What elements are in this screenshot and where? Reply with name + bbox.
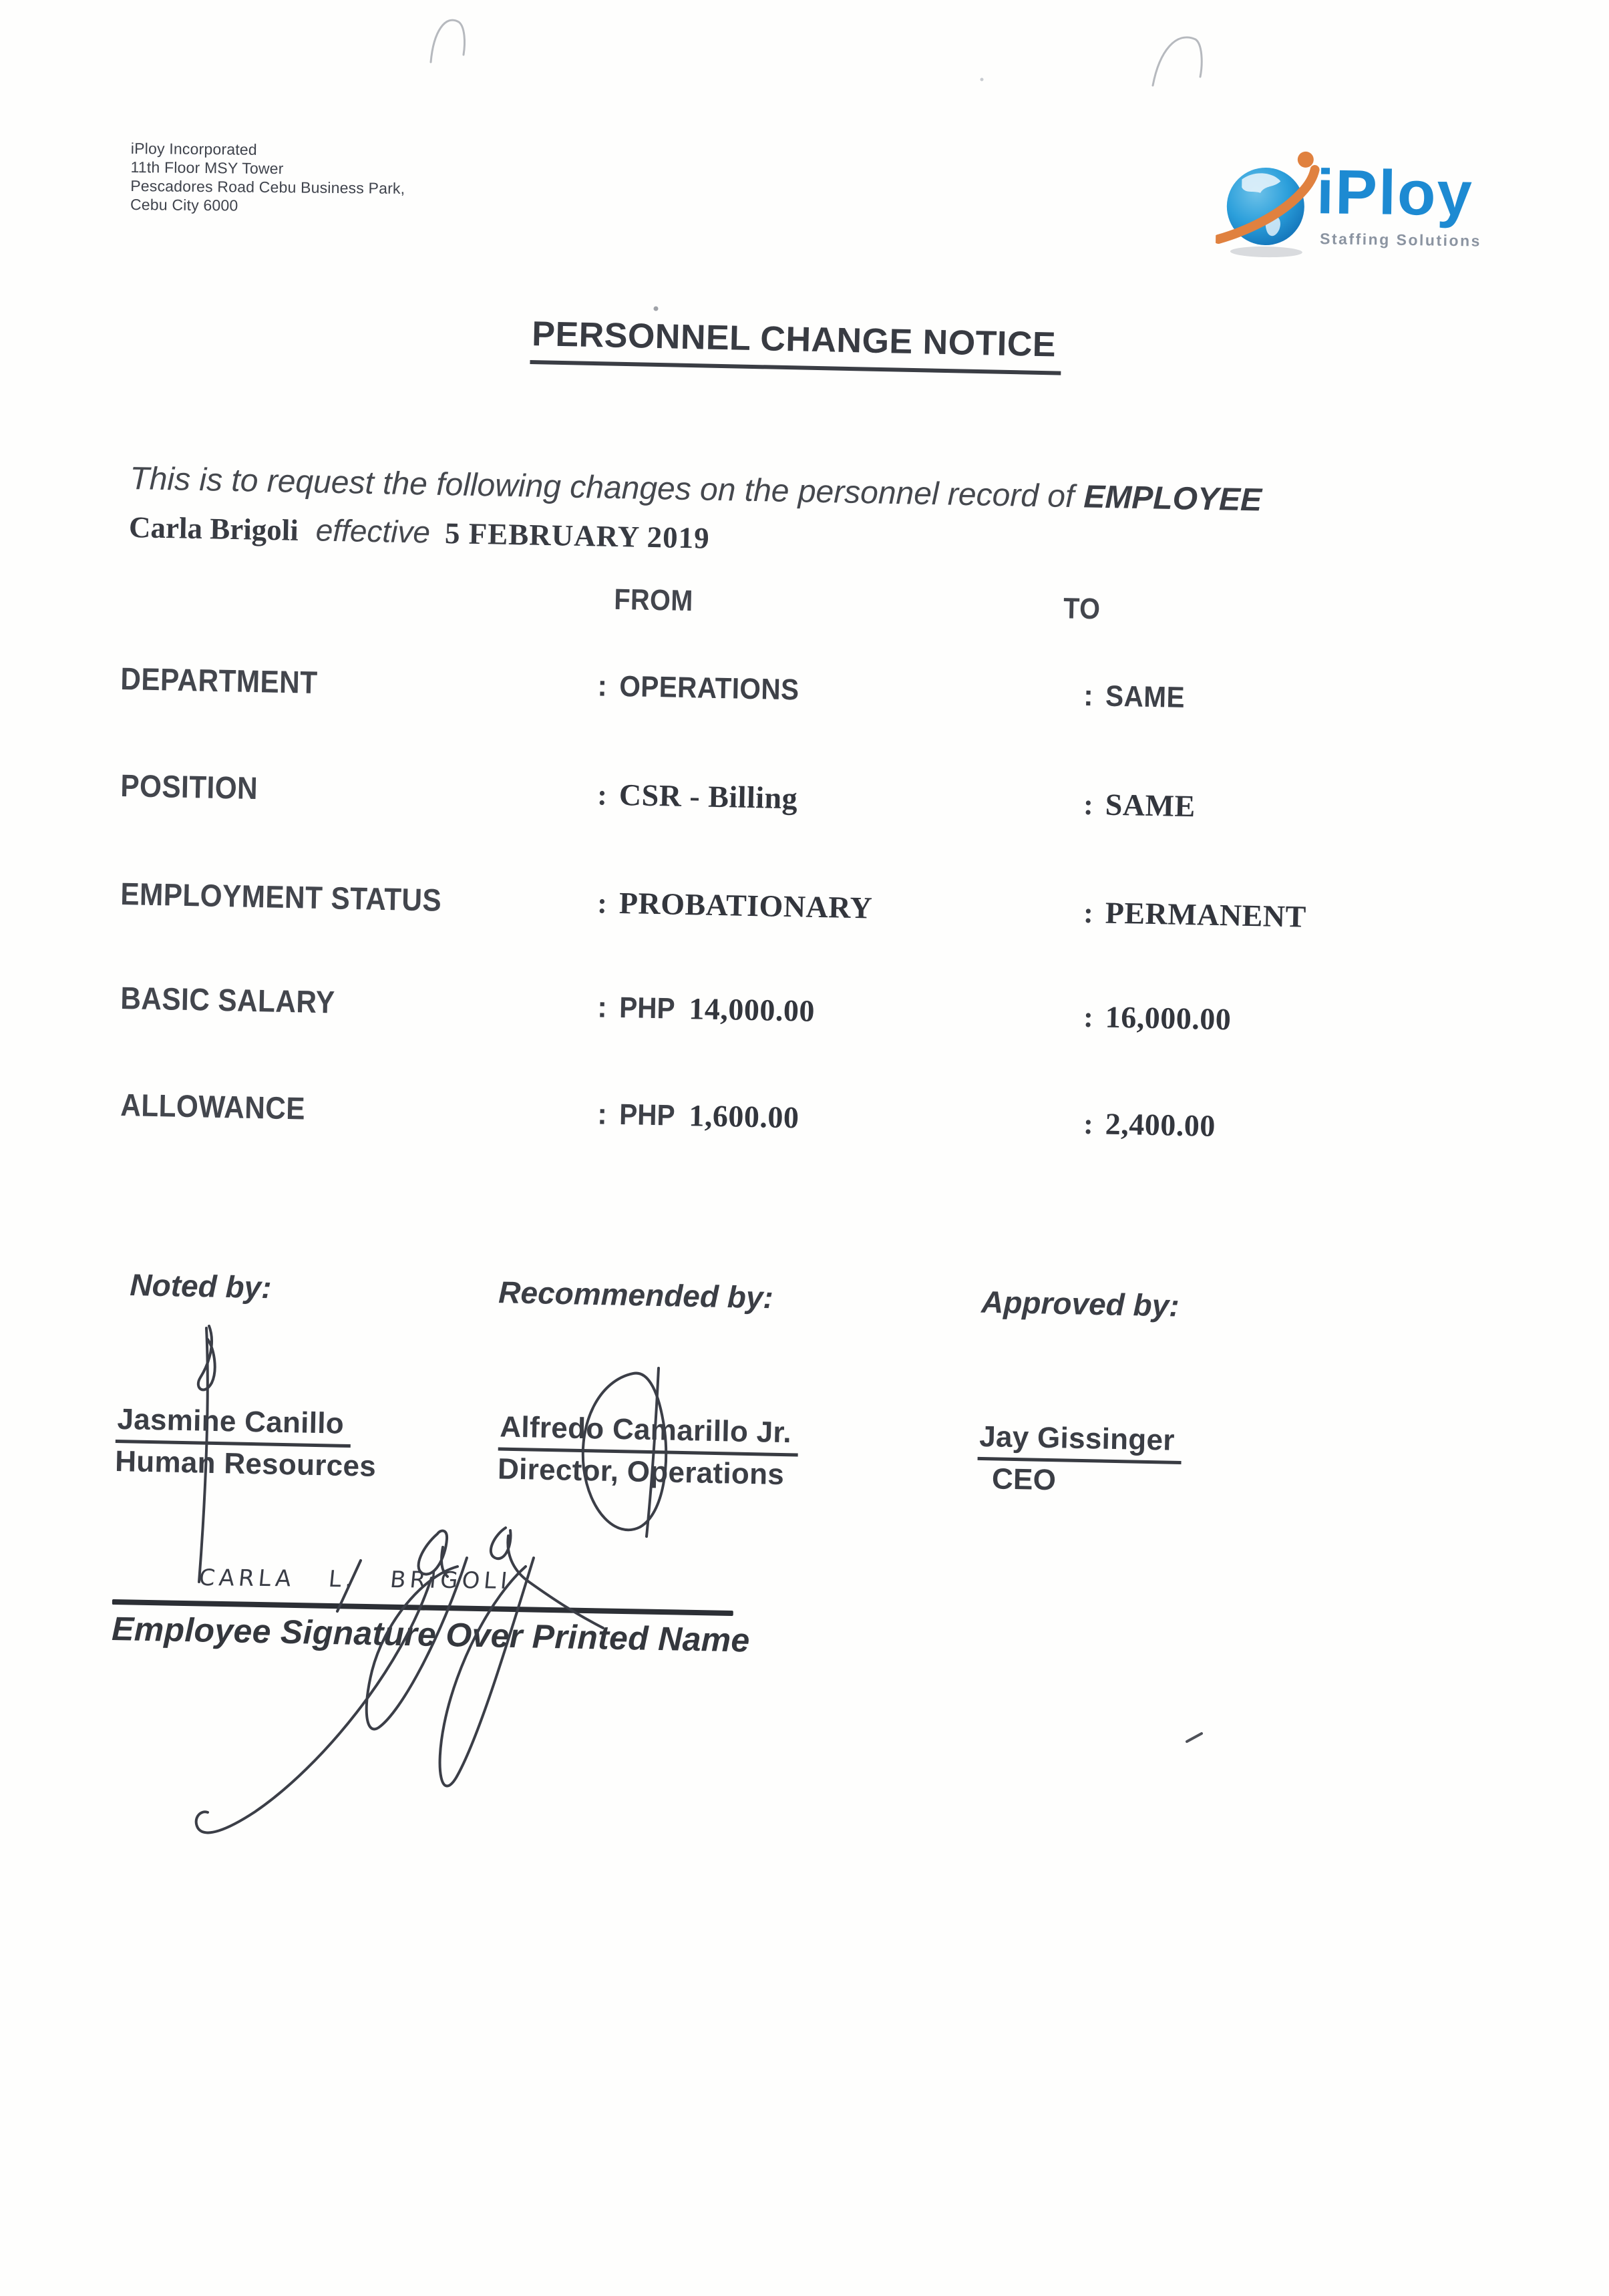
colon: : — [1083, 1000, 1094, 1034]
brand-tagline: Staffing Solutions — [1319, 230, 1482, 250]
colon: : — [1083, 896, 1094, 930]
address-line-city: Cebu City 6000 — [130, 195, 238, 214]
from-cell — [597, 884, 873, 925]
row-label: ALLOWANCE — [120, 1086, 306, 1126]
row-label: BASIC SALARY — [120, 979, 336, 1020]
intro-lead-text: This is to request the following changes on the personnel record of — [129, 460, 1075, 515]
scan-mark-arc-left — [431, 20, 465, 62]
table-row-position — [120, 767, 1524, 835]
table-row-department — [120, 660, 1524, 728]
to-cell — [1083, 894, 1307, 935]
company-logo — [1215, 150, 1497, 274]
to-value: 16,000.00 — [1105, 999, 1232, 1037]
signatory-title: Director, Operations — [497, 1452, 785, 1492]
colon: : — [1083, 788, 1094, 822]
row-label: EMPLOYMENT STATUS — [120, 875, 442, 918]
employee-signature-block — [112, 1599, 751, 1659]
row-label: DEPARTMENT — [120, 660, 319, 700]
signatory-block-hr — [115, 1403, 377, 1484]
signatory-headings-row — [129, 1267, 1466, 1323]
recommended-by-heading: Recommended by: — [498, 1275, 774, 1315]
signatory-names-row — [114, 1403, 1519, 1497]
from-cell — [597, 989, 816, 1029]
currency-prefix: PHP — [618, 991, 675, 1025]
scan-mark-dot-top — [980, 78, 984, 81]
colon: : — [596, 669, 608, 703]
table-row-allowance — [120, 1086, 1524, 1154]
to-value: SAME — [1105, 679, 1186, 714]
from-value: CSR - Billing — [618, 777, 798, 816]
address-line-floor: 11th Floor MSY Tower — [130, 158, 284, 178]
from-cell — [597, 669, 815, 707]
signatory-title: CEO — [991, 1462, 1057, 1497]
colon: : — [596, 991, 608, 1024]
signature-stroke — [198, 1326, 215, 1389]
sender-address — [130, 139, 405, 216]
colon: : — [1083, 679, 1094, 713]
table-row-employment-status — [120, 875, 1524, 943]
colon: : — [596, 1098, 608, 1131]
table-header-to: TO — [1063, 592, 1101, 626]
table-header-from: FROM — [613, 583, 694, 618]
colon: : — [596, 886, 608, 920]
document-title: PERSONNEL CHANGE NOTICE — [530, 314, 1061, 375]
effective-date: 5 FEBRUARY 2019 — [444, 516, 711, 555]
swoosh-dot-icon — [1298, 152, 1314, 168]
to-cell — [1083, 679, 1192, 715]
employee-name: Carla Brigoli — [128, 510, 299, 547]
from-value: 14,000.00 — [688, 991, 816, 1028]
to-cell — [1083, 1106, 1216, 1144]
intro-paragraph — [128, 460, 1465, 579]
signature-caption: Employee Signature Over Printed Name — [111, 1609, 751, 1659]
to-cell — [1083, 999, 1232, 1037]
signatory-name: Jasmine Canillo — [116, 1403, 351, 1448]
effective-label: effective — [315, 512, 431, 550]
intro-employee-word: EMPLOYEE — [1083, 479, 1262, 518]
to-value: PERMANENT — [1105, 895, 1307, 934]
row-label: POSITION — [120, 767, 258, 806]
signatory-block-director — [498, 1411, 799, 1492]
to-value: SAME — [1105, 787, 1196, 824]
colon: : — [596, 778, 608, 812]
table-row-basic-salary — [120, 979, 1524, 1047]
scan-mark-dot-title — [654, 307, 659, 311]
scan-mark-tick — [1187, 1734, 1202, 1742]
from-value: 1,600.00 — [688, 1098, 799, 1135]
handwritten-employee-name: CARLA L. BRIGOLI — [198, 1565, 513, 1595]
approved-by-heading: Approved by: — [980, 1284, 1180, 1323]
from-cell — [597, 1096, 799, 1135]
signatory-name: Alfredo Camarillo Jr. — [498, 1411, 799, 1457]
globe-shadow — [1230, 246, 1302, 258]
noted-by-heading: Noted by: — [129, 1267, 273, 1305]
from-value: OPERATIONS — [618, 669, 799, 707]
from-cell — [597, 776, 798, 816]
brand-wordmark: iPloy — [1316, 156, 1474, 229]
table-header-row — [120, 573, 1524, 641]
signatory-name: Jay Gissinger — [978, 1420, 1182, 1464]
signature-stroke — [491, 1528, 511, 1559]
colon: : — [1083, 1107, 1094, 1141]
address-line-company: iPloy Incorporated — [130, 139, 257, 158]
scan-mark-arc-right — [1153, 37, 1202, 86]
to-cell — [1083, 786, 1196, 824]
to-value: 2,400.00 — [1105, 1106, 1216, 1143]
signatory-title: Human Resources — [114, 1444, 377, 1483]
address-line-street: Pescadores Road Cebu Business Park, — [130, 176, 405, 197]
from-value: PROBATIONARY — [618, 885, 873, 925]
currency-prefix: PHP — [618, 1098, 675, 1132]
signatory-block-ceo — [976, 1420, 1182, 1500]
